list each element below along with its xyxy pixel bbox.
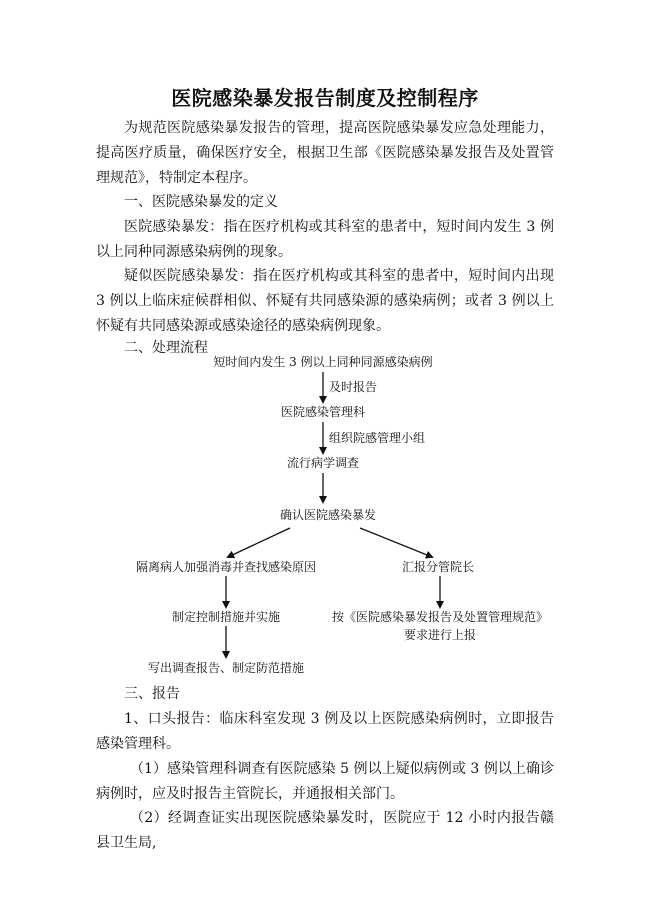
flow-node-cases: 短时间内发生 3 例以上同种同源感染病例 bbox=[213, 355, 433, 369]
flow-node-report-by-rule-2: 要求进行上报 bbox=[403, 628, 477, 642]
flow-edge-label-report: 及时报告 bbox=[329, 380, 378, 394]
flow-node-isolate: 隔离病人加强消毒并查找感染原因 bbox=[135, 560, 317, 574]
flow-node-control-measures: 制定控制措施并实施 bbox=[171, 610, 281, 624]
definition-suspected-outbreak: 疑似医院感染暴发：指在医疗机构或其科室的患者中，短时间内出现 3 例以上临床症候群相似、怀疑有共同感染源的感染病例；或者 3 例以上怀疑有共同感染源或感染途径的感染病例现象。 bbox=[96, 268, 554, 334]
section-1-heading: 一、医院感染暴发的定义 bbox=[124, 194, 278, 210]
definition-outbreak: 医院感染暴发：指在医疗机构或其科室的患者中，短时间内发生 3 例以上同种同源感染病例的现象。 bbox=[96, 219, 554, 260]
section-3-heading: 三、报告 bbox=[124, 686, 180, 702]
intro-paragraph: 为规范医院感染暴发报告的管理，提高医院感染暴发应急处理能力，提高医疗质量，确保医疗安全，根据卫生部《医院感染暴发报告及处置管理规范》，特制定本程序。 bbox=[96, 120, 554, 186]
process-flowchart bbox=[0, 350, 650, 680]
document-title: 医院感染暴发报告制度及控制程序 bbox=[171, 86, 479, 110]
arrow-n4-n6 bbox=[360, 528, 432, 557]
report-item-1: （1）感染管理科调查有医院感染 5 例以上疑似病例或 3 例以上确诊病例时，应及时报告主管院长，并通报相关部门。 bbox=[96, 761, 554, 802]
flow-node-report-by-rule: 按《医院感染暴发报告及处置管理规范》 bbox=[331, 610, 549, 624]
flow-edge-label-team: 组织院感管理小组 bbox=[329, 431, 426, 445]
flow-node-write-report: 写出调查报告、制定防范措施 bbox=[147, 661, 305, 675]
report-item-2: （2）经调查证实出现医院感染暴发时，医院应于 12 小时内报告赣县卫生局, bbox=[96, 810, 554, 851]
flow-node-epidemiology: 流行病学调查 bbox=[286, 456, 360, 470]
flow-node-infection-dept: 医院感染管理科 bbox=[280, 405, 366, 419]
section-2-heading: 二、处理流程 bbox=[124, 340, 208, 356]
report-oral: 1、口头报告：临床科室发现 3 例及以上医院感染病例时，立即报告感染管理科。 bbox=[96, 711, 554, 752]
arrow-n4-n5 bbox=[228, 528, 290, 557]
flow-node-report-vp: 汇报分管院长 bbox=[401, 560, 475, 574]
flow-node-confirm-outbreak: 确认医院感染暴发 bbox=[279, 508, 377, 522]
